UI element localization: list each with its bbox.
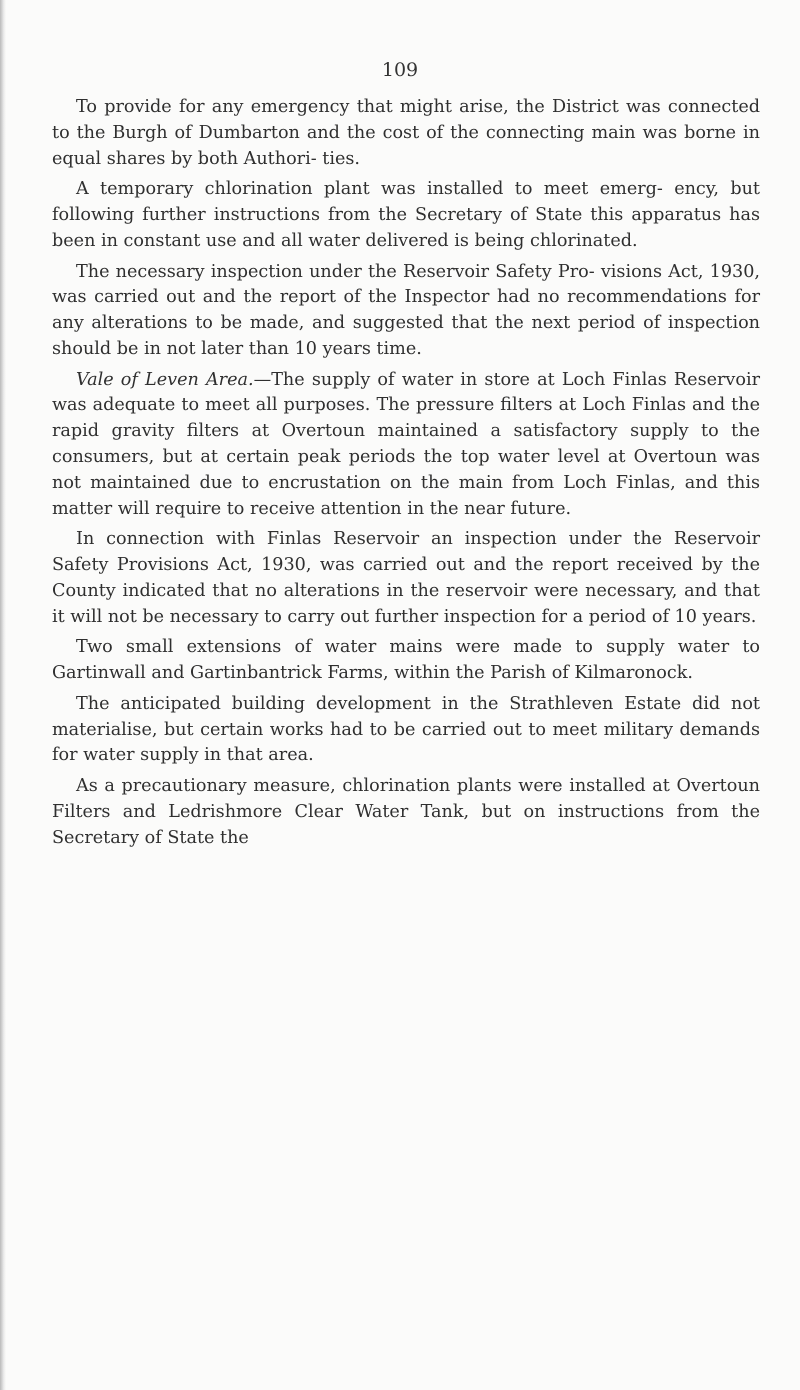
- section-heading: Vale of Leven Area.: [76, 369, 254, 390]
- paragraph-emergency-connection: [52, 95, 760, 172]
- paragraph-text: A temporary chlorination plant was installed to meet emerg- ency, but following further instructions from the Secretary of State this apparatus has been in constant use and all water delivered is being chlorinated.: [52, 179, 760, 251]
- page-edge-shadow: [0, 0, 6, 1390]
- paragraph-vale-of-leven: [52, 368, 760, 523]
- paragraph-finlas-inspection: [52, 527, 760, 630]
- paragraph-strathleven: [52, 692, 760, 769]
- body-text: [52, 95, 760, 856]
- paragraph-text: Two small extensions of water mains were made to supply water to Gartinwall and Gartinbantrick Farms, within the Parish of Kilmaronock.: [52, 637, 760, 684]
- paragraph-chlorination-plant: [52, 177, 760, 254]
- paragraph-text: The necessary inspection under the Reservoir Safety Pro- visions Act, 1930, was carried out and the report of the Inspector had no recommendations for any alterations to be made, and suggested that the next period of inspection should be in not later than 10 years time.: [52, 261, 760, 359]
- paragraph-text: To provide for any emergency that might arise, the District was connected to the Burgh of Dumbarton and the cost of the connecting main was borne in equal shares by both Authori- ties.: [52, 97, 760, 169]
- page-number: 109: [381, 59, 419, 81]
- paragraph-water-main-extensions: [52, 635, 760, 687]
- paragraph-text: The anticipated building development in the Strathleven Estate did not materialise, but certain works had to be carried out to meet military demands for water supply in that area.: [52, 693, 760, 766]
- paragraph-reservoir-inspection: [52, 260, 760, 363]
- paragraph-text: In connection with Finlas Reservoir an inspection under the Reservoir Safety Provisions Act, 1930, was carried out and the report received by the County indicated that no alterations in the reservoir were necessary, and that it will not be necessary to carry out further inspection for a period of 10 years.: [52, 529, 760, 627]
- paragraph-precautionary-measure: [52, 774, 760, 851]
- paragraph-text: —The supply of water in store at Loch Finlas Reservoir was adequate to meet all purposes. The pressure filters at Loch Finlas and the rapid gravity filters at Overtoun maintained a satisfactory supply to the consumers, but at certain peak periods the top water level at Overtoun was not maintained due to encrustation on the main from Loch Finlas, and this matter will require to receive attention in the near future.: [52, 369, 760, 519]
- paragraph-text: As a precautionary measure, chlorination plants were installed at Overtoun Filters and Ledrishmore Clear Water Tank, but on instructions from the Secretary of State the: [52, 776, 760, 848]
